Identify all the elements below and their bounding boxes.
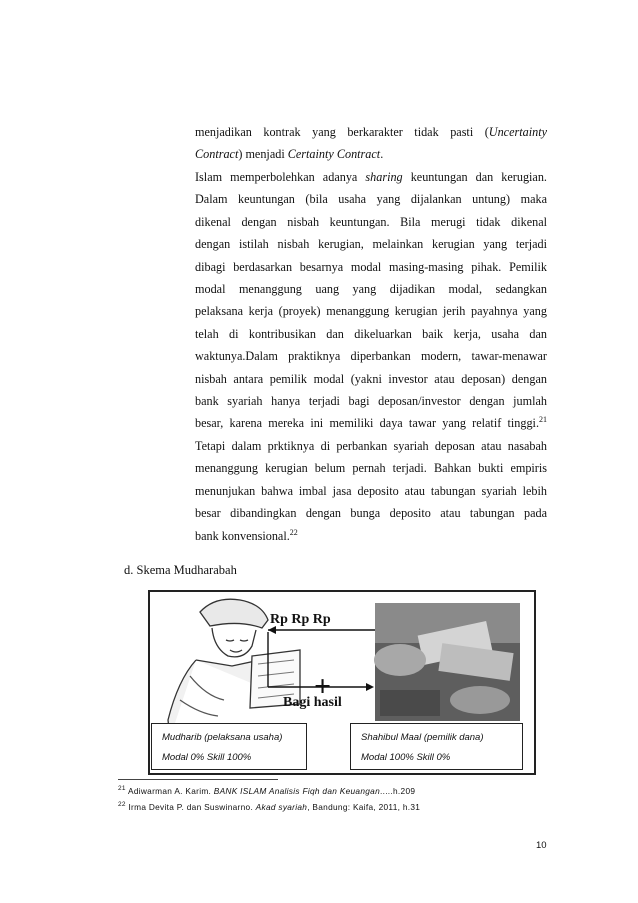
mudharib-share: Modal 0% Skill 100%	[162, 752, 252, 763]
rp-label: Rp Rp Rp	[270, 612, 331, 627]
paragraph-continuation: menjadikan kontrak yang berkarakter tidak pasti (Uncertainty Contract) menjadi Certainty Contract.	[195, 125, 547, 162]
shahibul-maal-title: Shahibul Maal (pemilik dana)	[361, 732, 484, 743]
section-heading: d. Skema Mudharabah	[124, 563, 237, 577]
mudharib-box	[151, 723, 307, 770]
bagi-hasil-label: Bagi hasil	[283, 695, 342, 710]
footnote-divider	[118, 779, 278, 780]
page-number: 10	[536, 840, 547, 851]
shahibul-maal-share: Modal 100% Skill 0%	[361, 752, 451, 763]
paragraph-body: Islam memperbolehkan adanya sharing keuntungan dan kerugian. Dalam keuntungan (bila usaha yang dijalankan untung) maka dikenal dengan nisbah keuntungan. Bila merugi tidak dikenal dengan istilah nisbah kerugian, melainkan kerugian yang terjadi dibagi berdasarkan besarnya modal masing-masing pihak. Pemilik modal menanggung uang yang dijadikan modal, sedangkan pelaksana kerja (proyek) menanggung kerugian jerih payahnya yang telah di kontribusikan dan dikeluarkan baik kerja, usaha dan waktunya.Dalam praktiknya diperbankan modern, tawar-menawar nisbah antara pemilik modal (yakni investor atau deposan) dengan bank syariah hanya terjadi bagi deposan/investor dengan jumlah besar, karena mereka ini memiliki daya tawar yang relatif tinggi.$^{21}$ Tetapi dalam prktiknya di perbankan syariah deposan atau nasabah menanggung kerugian belum pernah terjadi. Bahkan bukti empiris menunjukan bahwa imbal jasa deposito atau tabungan syariah lebih besar dibandingkan dengan bunga deposito atau tabungan pada bank konvensional.$^{22}$	[195, 170, 547, 543]
footnote-21: $^{21}$ Adiwarman A. Karim. BANK ISLAM Analisis Fiqh dan Keuangan.....h.209	[118, 785, 416, 796]
money-photo	[374, 603, 520, 721]
footnote-ref-22: 22	[289, 527, 298, 537]
mudharib-title: Mudharib (pelaksana usaha)	[162, 732, 283, 743]
plus-icon: +	[314, 670, 332, 703]
footnote-22: $^{22}$ Irma Devita P. dan Suswinarno. Akad syariah, Bandung: Kaifa, 2011, h.31	[118, 801, 421, 812]
footnote-ref-21: 21	[539, 415, 547, 425]
shahibul-maal-box	[350, 723, 523, 770]
